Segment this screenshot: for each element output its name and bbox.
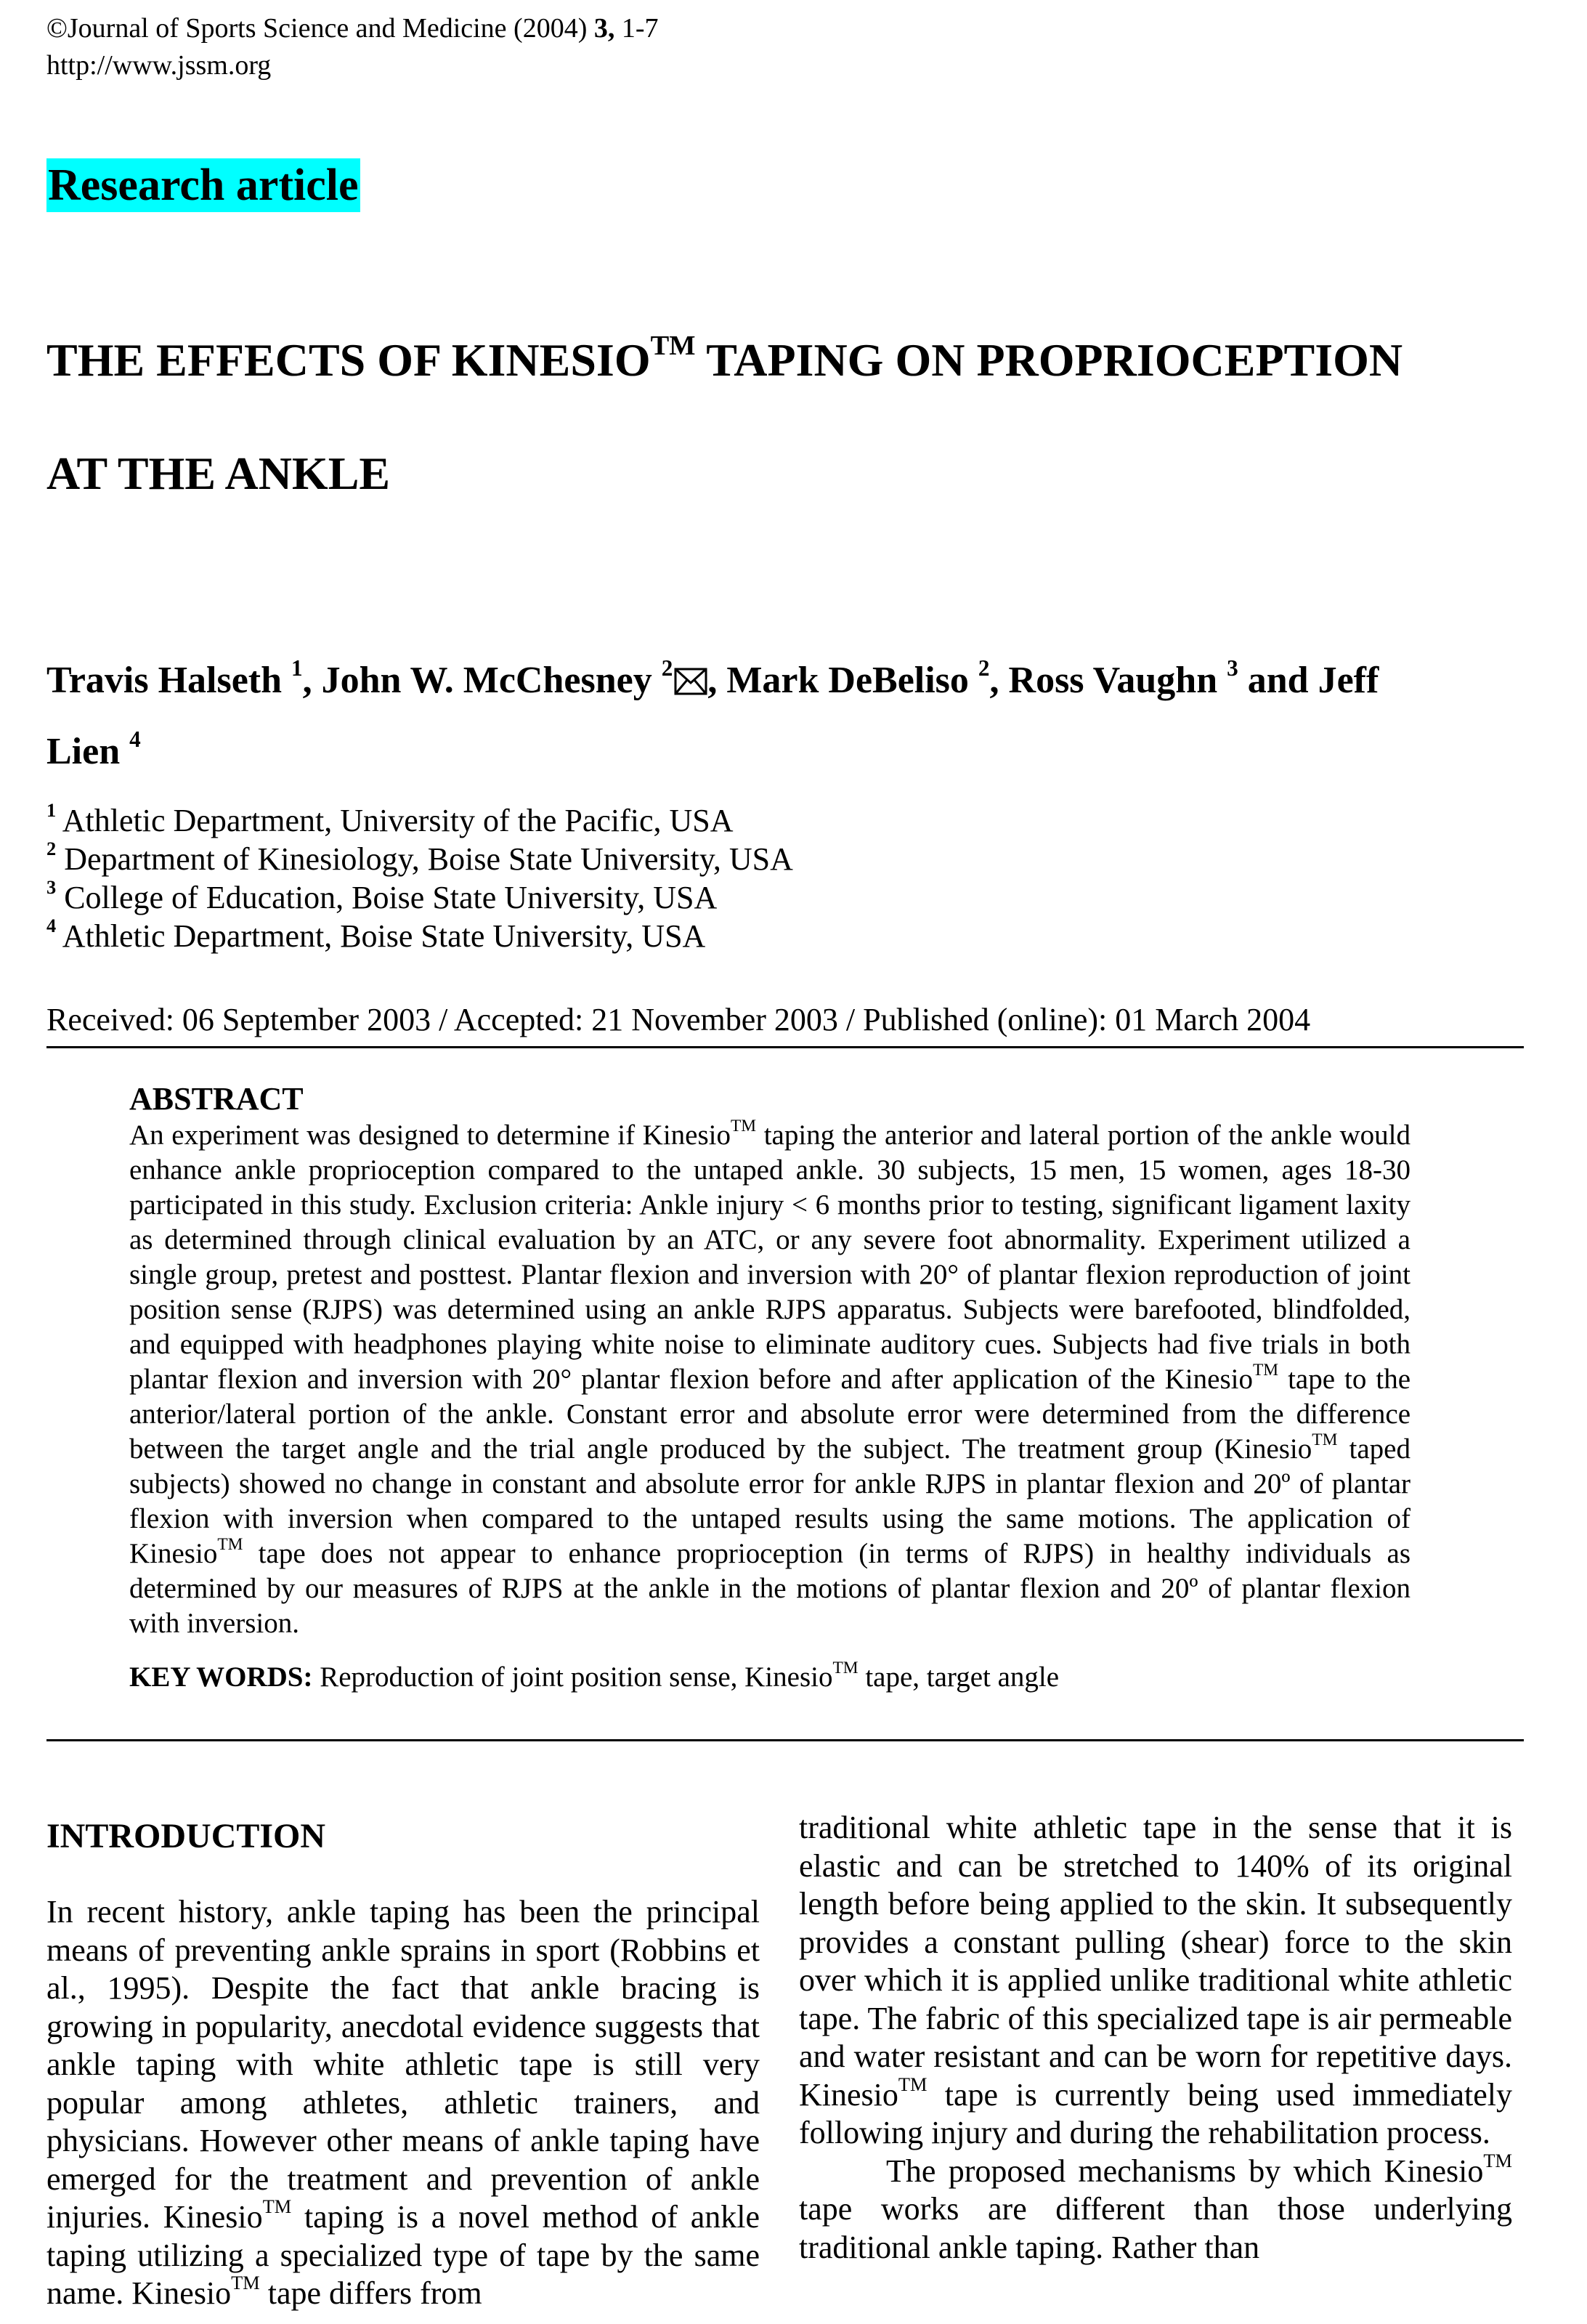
- affiliation-4: $^4$ Athletic Department, Boise State University, USA: [46, 915, 706, 954]
- journal-header: [46, 10, 659, 84]
- journal-url[interactable]: http://www.jssm.org: [46, 50, 272, 81]
- envelope-icon[interactable]: [674, 649, 707, 718]
- body-column-left: [46, 1809, 760, 2313]
- intro-paragraph-1-cont: traditional white athletic tape in the sense that it is elastic and can be stretched to 140% of its original length before being applied to the skin. It subsequently provides a constant pulling (shear) force to the skin over which it is applied unlike traditional white athletic tape. The fabric of this specialized tape is air permeable and water resistant and can be worn for repetitive days. Kinesio™ tape is currently being used immediately following injury and during the rehabilitation process.: [799, 1810, 1512, 2150]
- journal-citation: ©Journal of Sports Science and Medicine (2004) 3, 1-7: [46, 13, 659, 44]
- affiliation-2: $^2$ Department of Kinesiology, Boise State University, USA: [46, 838, 793, 877]
- affiliation-3: $^3$ College of Education, Boise State University, USA: [46, 876, 718, 915]
- publication-dates: Received: 06 September 2003 / Accepted: 21 November 2003 / Published (online): 01 March 2004: [46, 1002, 1311, 1037]
- abstract-block: [129, 1080, 1411, 1695]
- body-column-right: [799, 1809, 1512, 2267]
- article-type-label: Research article: [46, 158, 360, 212]
- divider-top: [46, 1046, 1524, 1048]
- affiliation-1: $^1$ Athletic Department, University of the Pacific, USA: [46, 799, 734, 838]
- article-title: THE EFFECTS OF KINESIO™ TAPING ON PROPRIOCEPTION AT THE ANKLE: [46, 331, 1403, 499]
- divider-bottom: [46, 1739, 1524, 1741]
- section-heading-introduction: INTRODUCTION: [46, 1817, 326, 1855]
- intro-paragraph-2: The proposed mechanisms by which Kinesio™ tape works are different than those underlying traditional ankle taping. Rather than: [799, 2149, 1512, 2265]
- abstract-heading: ABSTRACT: [129, 1081, 304, 1117]
- keywords: KEY WORDS: Reproduction of joint position sense, Kinesio™ tape, target angle: [129, 1659, 1060, 1693]
- intro-paragraph-1: In recent history, ankle taping has been the principal means of preventing ankle sprains in sport (Robbins et al., 1995). Despite the fact that ankle bracing is growing in popularity, anecdotal evidence suggests that ankle taping with white athletic tape is still very popular among athletes, athletic trainers, and physicians. However other means of ankle taping have emerged for the treatment and prevention of ankle injuries. Kinesio™ taping is a novel method of ankle taping utilizing a specialized type of tape by the same name. Kinesio™ tape differs from: [46, 1894, 760, 2311]
- author-list: Travis Halseth $^1$, John W. McChesney $^2$ , Mark DeBeliso $^2$, Ross Vaughn $^3$ and Jeff Lien $^4$: [46, 647, 1543, 786]
- abstract-body: An experiment was designed to determine if Kinesio™ taping the anterior and lateral portion of the ankle would enhance ankle proprioception compared to the untaped ankle. 30 subjects, 15 men, 15 women, ages 18-30 participated in this study. Exclusion criteria: Ankle injury < 6 months prior to testing, significant ligament laxity as determined through clinical evaluation by an ATC, or any severe foot abnormality. Experiment utilized a single group, pretest and posttest. Plantar flexion and inversion with 20° of plantar flexion reproduction of joint position sense (RJPS) was determined using an ankle RJPS apparatus. Subjects were barefooted, blindfolded, and equipped with headphones playing white noise to eliminate auditory cues. Subjects had five trials in both plantar flexion and inversion with 20° plantar flexion before and after application of the Kinesio™ tape to the anterior/lateral portion of the ankle. Constant error and absolute error were determined from the difference between the target angle and the trial angle produced by the subject. The treatment group (Kinesio™ taped subjects) showed no change in constant and absolute error for ankle RJPS in plantar flexion and 20º of plantar flexion with inversion when compared to the untaped results using the same motions. The application of Kinesio™ tape does not appear to enhance proprioception (in terms of RJPS) in healthy individuals as determined by our measures of RJPS at the ankle in the motions of plantar flexion and 20º of plantar flexion with inversion.: [129, 1117, 1411, 1639]
- affiliations: [46, 801, 793, 955]
